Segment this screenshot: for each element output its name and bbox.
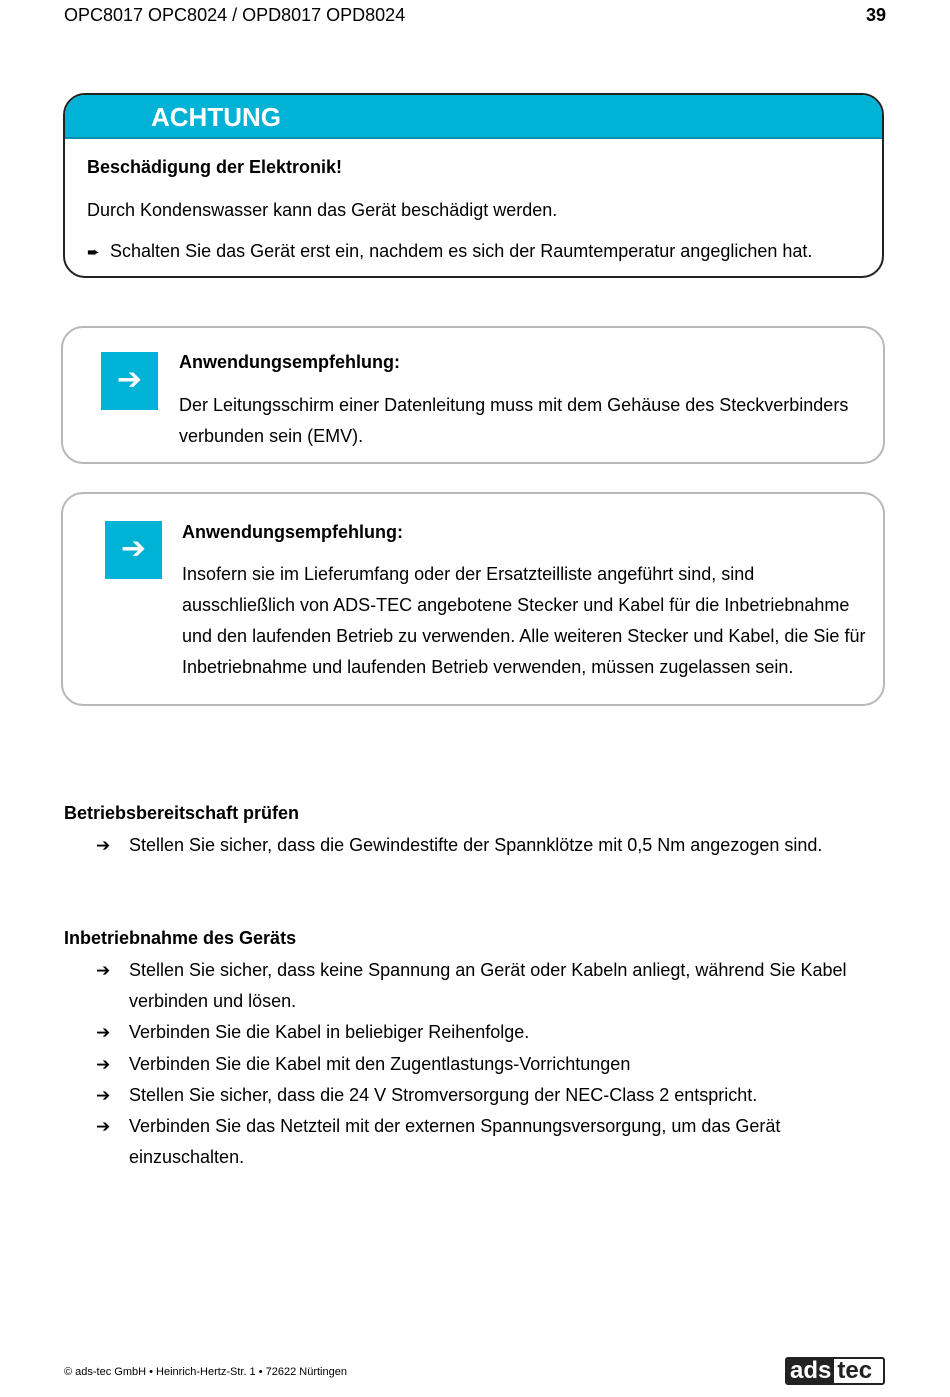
list-item: ➔ Verbinden Sie die Kabel mit den Zugentlastungs-Vorrichtungen [96,1049,876,1080]
recommendation-box-1 [61,326,885,464]
arrow-right-icon: ➔ [96,1117,111,1137]
arrow-right-icon: ➔ [96,1023,111,1043]
list-item: ➔ Stellen Sie sicher, dass die 24 V Stromversorgung der NEC-Class 2 entspricht. [96,1080,876,1111]
list-item: ➔ Stellen Sie sicher, dass keine Spannung an Gerät oder Kabeln anliegt, während Sie Kabel verbinden und lösen. [96,955,876,1017]
list-item: ➔ Stellen Sie sicher, dass die Gewindestifte der Spannklötze mit 0,5 Nm angezogen sind. [96,830,876,861]
arrow-right-icon: ➔ [105,521,162,579]
arrow-right-icon: ➔ [101,352,158,410]
section-title-readiness: Betriebsbereitschaft prüfen [64,803,300,823]
warning-heading: Beschädigung der Elektronik! [87,157,343,177]
ads-tec-logo: ads tec [785,1357,885,1385]
recommendation-text: Der Leitungsschirm einer Datenleitung muss mit dem Gehäuse des Steckverbinders verbunden sein (EMV). [179,395,849,446]
footer-address: © ads-tec GmbH • Heinrich-Hertz-Str. 1 • 72622 Nürtingen [64,1366,347,1378]
warning-action-text: Schalten Sie das Gerät erst ein, nachdem es sich der Raumtemperatur angeglichen hat. [110,241,813,261]
list-item: ➔ Verbinden Sie die Kabel in beliebiger Reihenfolge. [96,1017,876,1048]
warning-action [87,241,812,262]
warning-title: ACHTUNG [151,102,281,132]
arrow-right-icon: ➔ [96,1085,111,1105]
warning-title-bar [65,95,882,139]
arrow-right-icon: ➔ [96,961,111,980]
arrow-right-icon: ➔ [96,1054,111,1074]
recommendation-box-2 [61,492,885,706]
section-title-commissioning: Inbetriebnahme des Geräts [64,928,297,948]
commissioning-list [96,955,876,1173]
warning-box [63,93,884,278]
recommendation-text: Insofern sie im Lieferumfang oder der Ersatzteilliste angeführt sind, sind ausschließlich von ADS-TEC angebotene Stecker und Kabel für die Inbetriebnahme und den laufenden Betrieb zu verwenden. Alle weiteren Stecker und Kabel, die Sie für Inbetriebnahme und laufenden Betrieb verwenden, müssen zugelassen sein. [182,564,866,677]
document-title: OPC8017 OPC8024 / OPD8017 OPD8024 [64,5,406,25]
readiness-list [96,830,876,861]
list-item: ➔ Verbinden Sie das Netzteil mit der externen Spannungsversorgung, um das Gerät einzuschalten. [96,1111,876,1173]
arrow-right-icon: ➔ [96,836,111,855]
page-number: 39 [865,5,886,25]
pointing-hand-icon: ➨ [87,244,100,261]
recommendation-title: Anwendungsempfehlung: [182,522,403,542]
warning-text: Durch Kondenswasser kann das Gerät beschädigt werden. [87,200,558,220]
recommendation-title: Anwendungsempfehlung: [179,352,400,372]
